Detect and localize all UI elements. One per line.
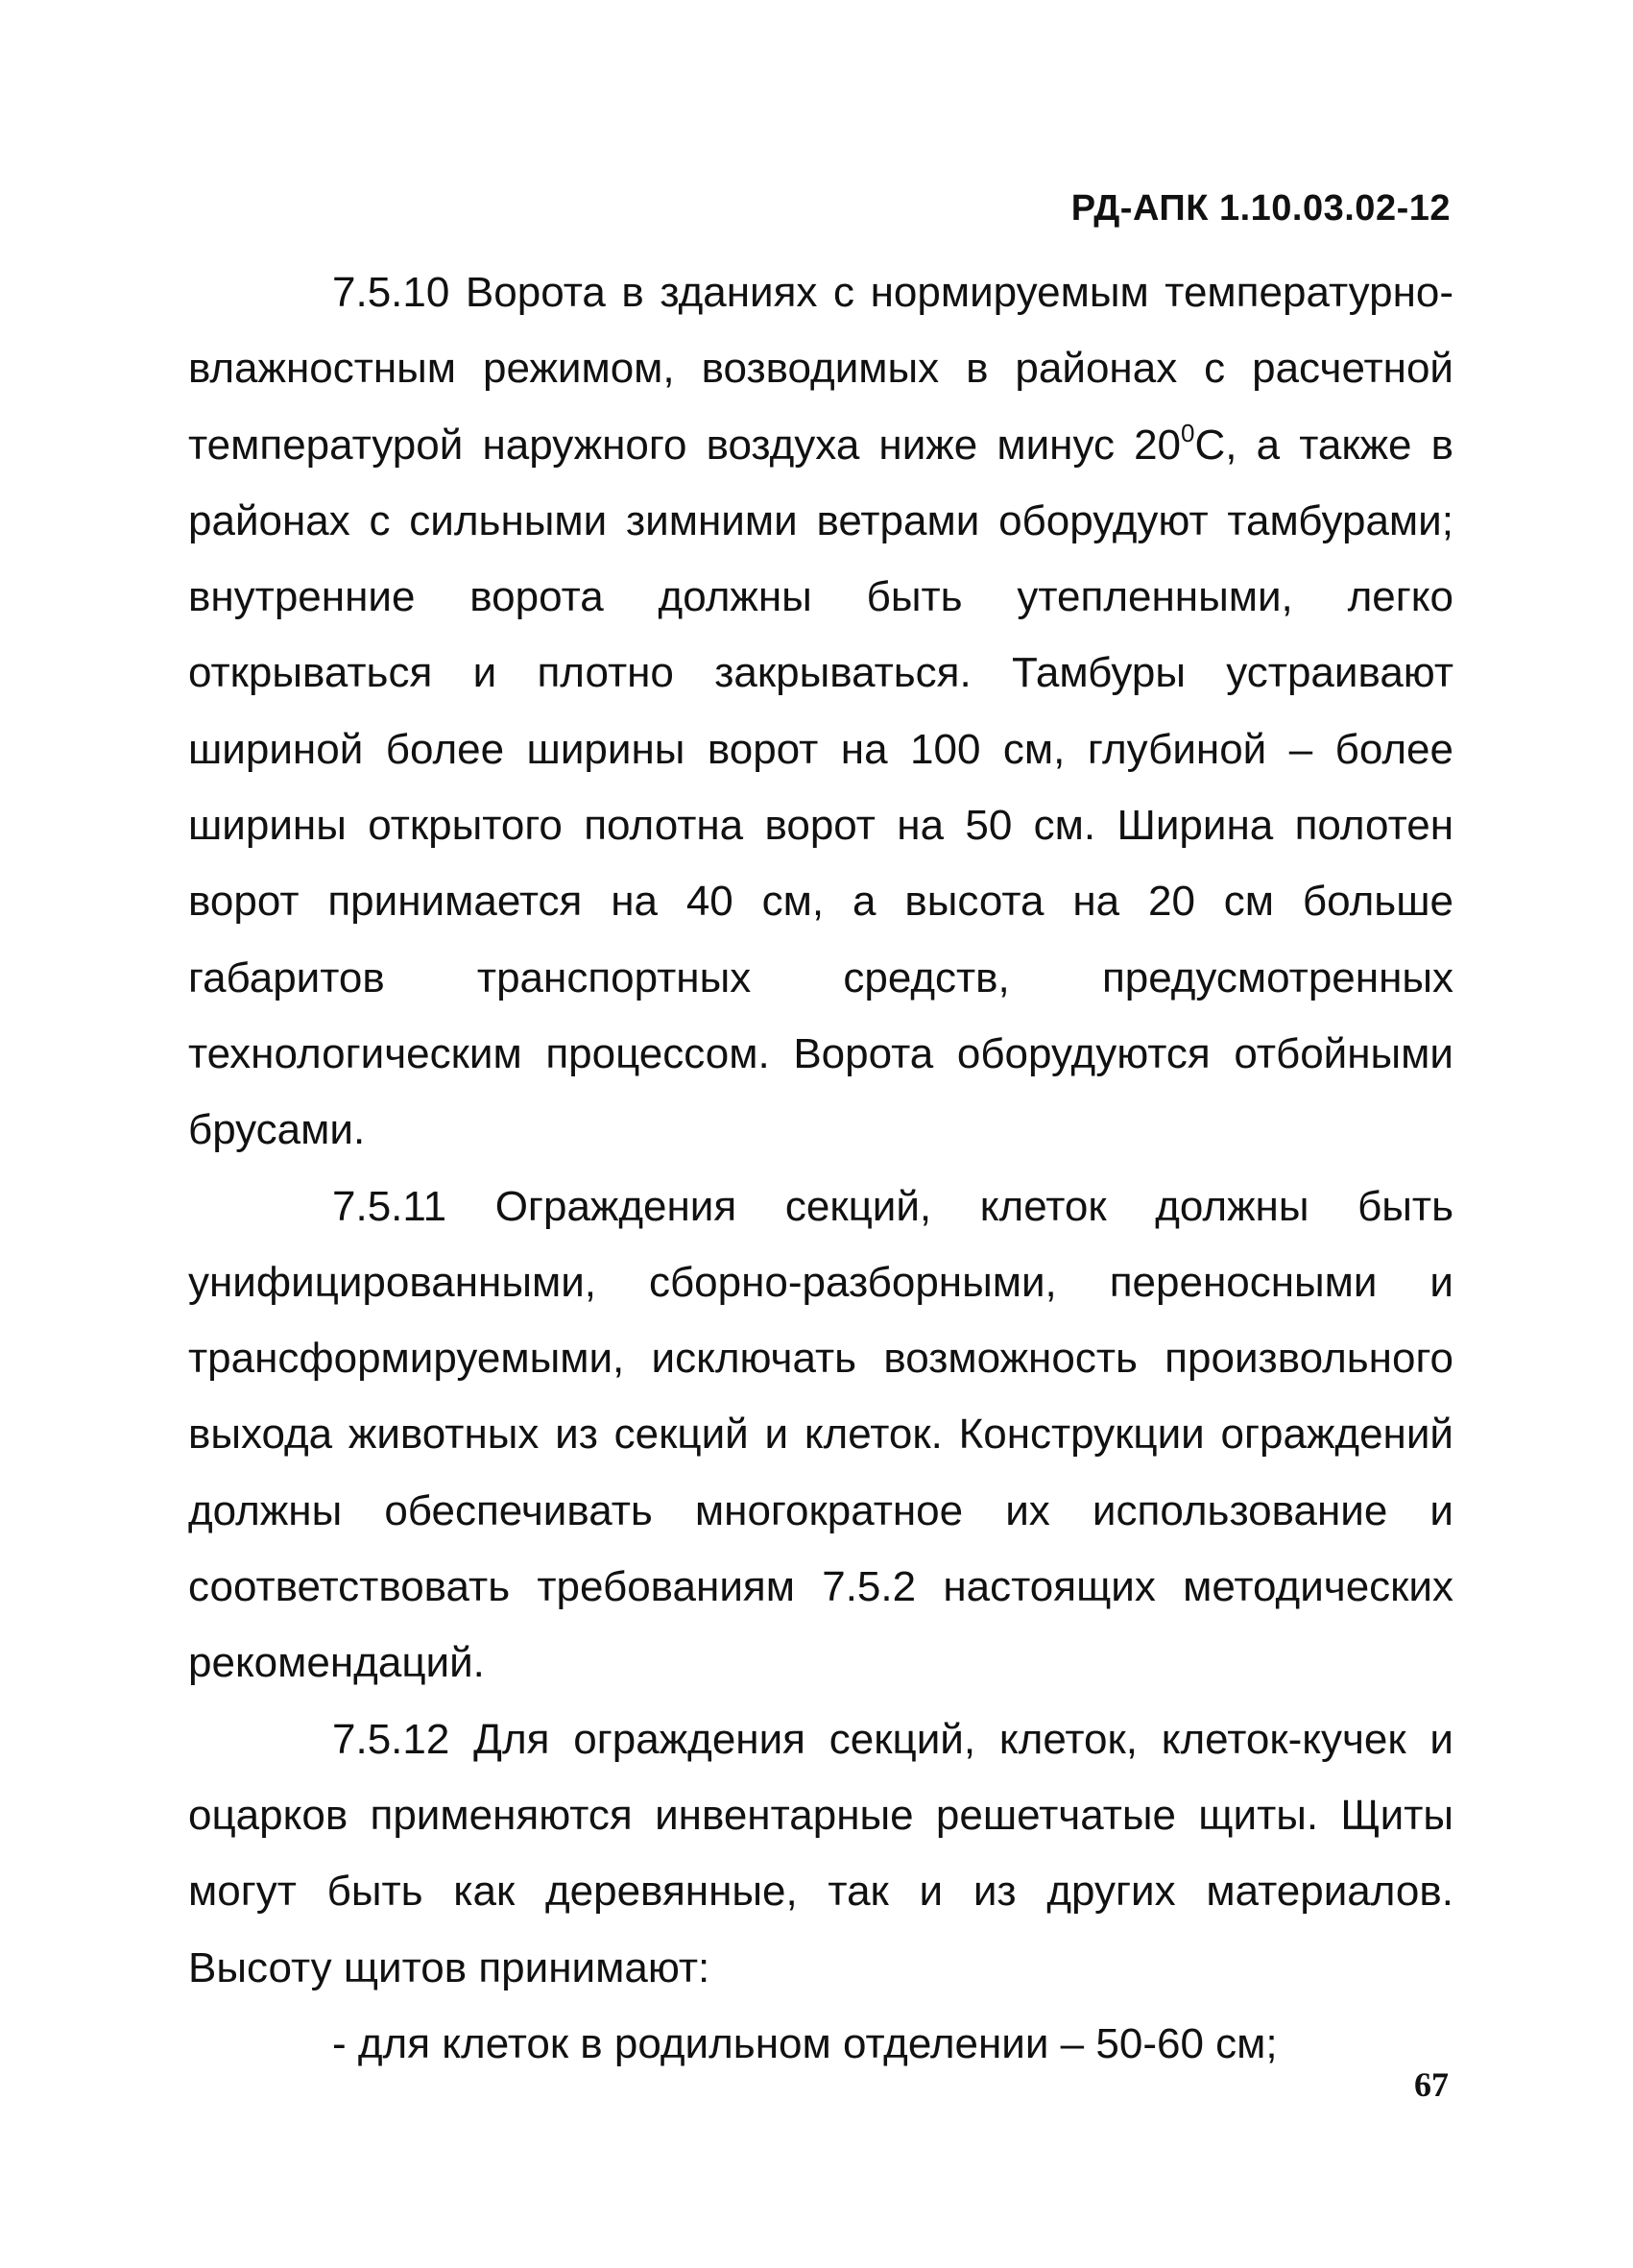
paragraph-7-5-12: 7.5.12 Для ограждения секций, клеток, клеток-кучек и оцарков применяются инвентарные решетчатые щиты. Щиты могут быть как деревянные, так и из других материалов. Высоту щитов принимают: bbox=[188, 1715, 1453, 1991]
paragraph-7-5-10 bbox=[188, 254, 1453, 1169]
body-text bbox=[188, 254, 1453, 2082]
paragraph-text: 7.5.10 Ворота в зданиях с нормируемым температурно-влажностным режимом, возводимых в районах с расчетной температурой наружного воздуха ниже минус 20 bbox=[188, 269, 1453, 469]
paragraph-7-5-11: 7.5.11 Ограждения секций, клеток должны быть унифицированными, сборно-разборными, переносными и трансформируемыми, исключать возможность произвольного выхода животных из секций и клеток. Конструкции ограждений должны обеспечивать многократное их использование и соответствовать требованиям 7.5.2 настоящих методических рекомендаций. bbox=[188, 1182, 1453, 1687]
paragraph-text: С, а также в районах с сильными зимними ветрами оборудуют тамбурами; внутренние ворота должны быть утепленными, легко открываться и плотно закрываться. Тамбуры устраивают шириной более ширины ворот на 100 см, глубиной – более ширины открытого полотна ворот на 50 см. Ширина полотен ворот принимается на 40 см, а высота на 20 см больше габаритов транспортных средств, предусмотренных технологическим процессом. Ворота оборудуются отбойными брусами. bbox=[188, 421, 1453, 1154]
document-code: РД-АПК 1.10.03.02-12 bbox=[1070, 188, 1451, 229]
page-number: 67 bbox=[1414, 2065, 1449, 2104]
superscript-degree: 0 bbox=[1181, 418, 1195, 447]
list-item: - для клеток в родильном отделении – 50-60 см; bbox=[332, 2019, 1278, 2067]
